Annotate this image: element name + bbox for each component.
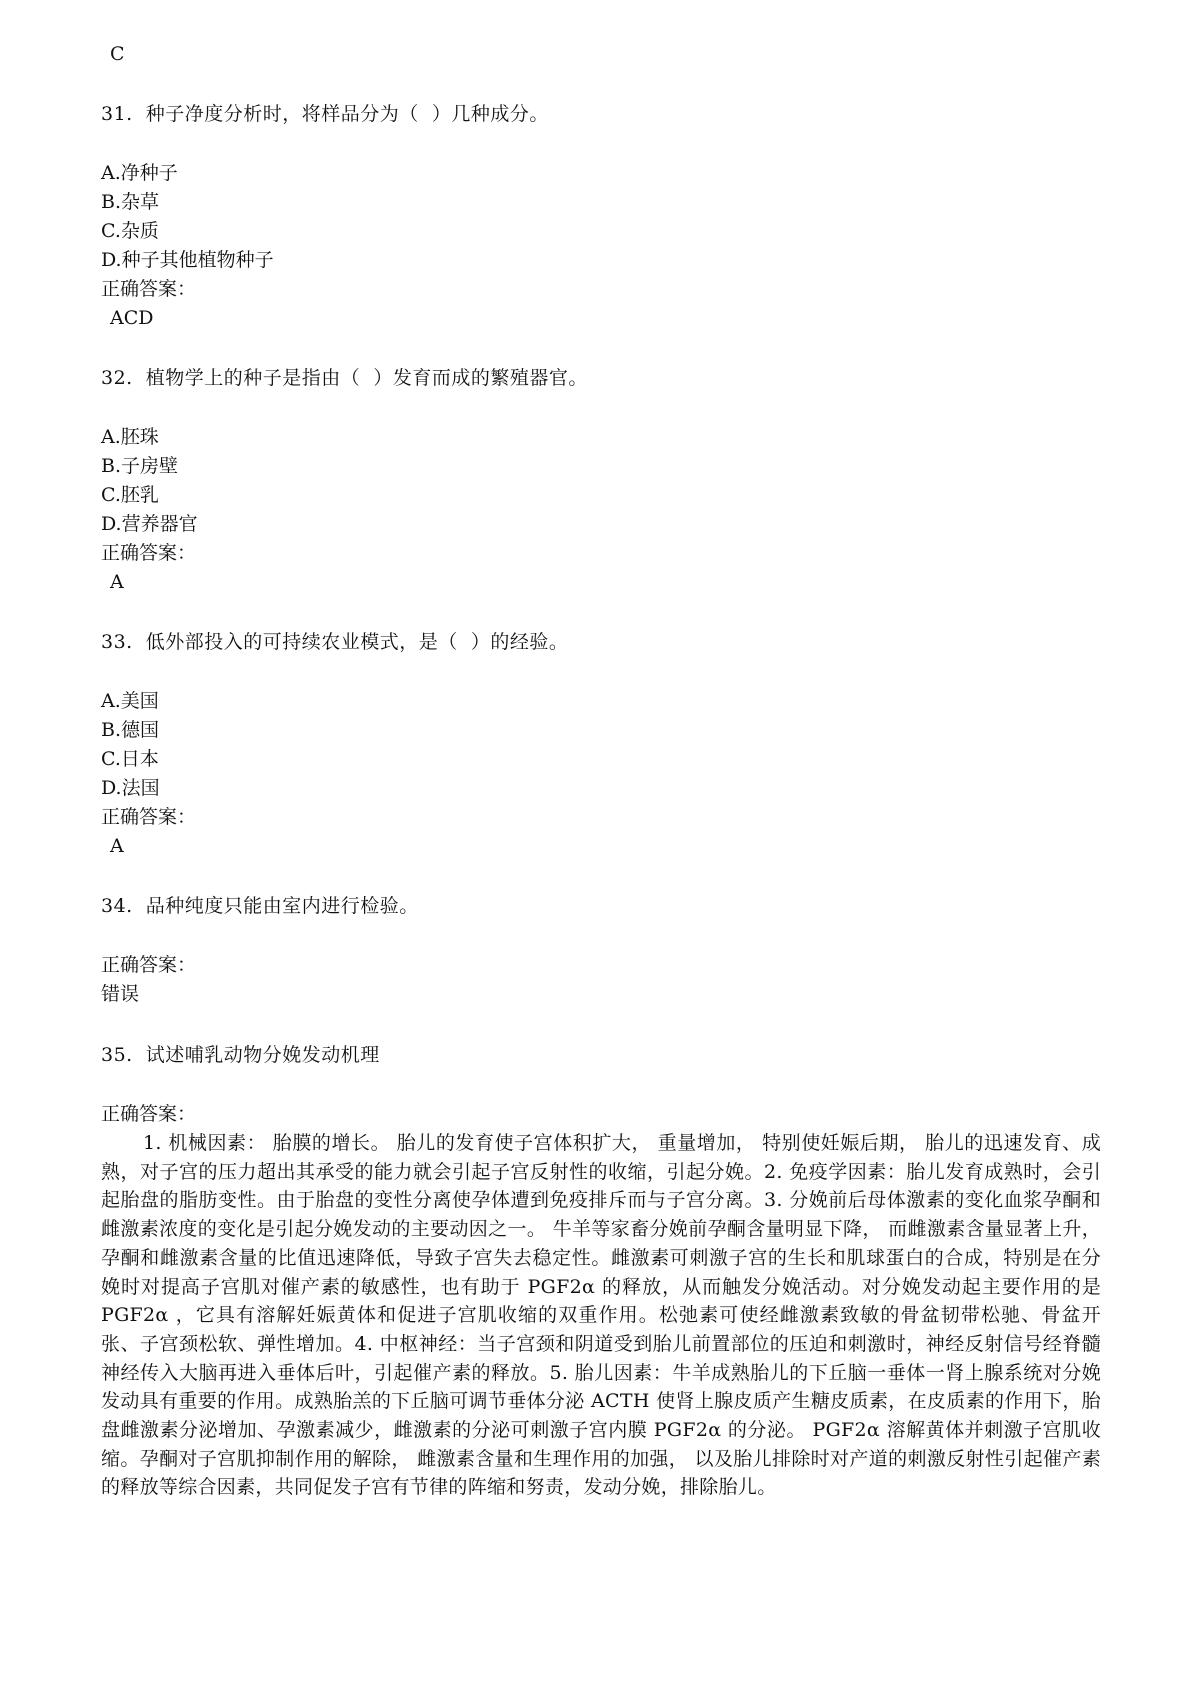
question-33-answer-label: 正确答案： <box>101 806 197 828</box>
question-32-option-b: B.子房壁 <box>101 455 179 477</box>
question-33-option-c: C.日本 <box>101 748 159 770</box>
previous-answer: C <box>110 43 125 65</box>
question-33-answer: A <box>110 835 124 857</box>
question-35-answer: 1. 机械因素： 胎膜的增长。 胎儿的发育使子宫体积扩大， 重量增加， 特别使妊娠后期， 胎儿的迅速发育、成熟，对子宫的压力超出其承受的能力就会引起子宫反射性的收缩，引起分娩。2. 免疫学因素：胎儿发育成熟时，会引起胎盘的脂肪变性。由于胎盘的变性分离使孕体遭到免疫排斥而与子宫分离。3. 分娩前后母体激素的变化血浆孕酮和雌激素浓度的变化是引起分娩发动的主要动因之一。 牛羊等家畜分娩前孕酮含量明显下降， 而雌激素含量显著上升，孕酮和雌激素含量的比值迅速降低，导致子宫失去稳定性。雌激素可刺激子宫的生长和肌球蛋白的合成，特别是在分娩时对提高子宫肌对催产素的敏感性，也有助于 PGF2α 的释放，从而触发分娩活动。对分娩发动起主要作用的是 PGF2α ，它具有溶解妊娠黄体和促进子宫肌收缩的双重作用。松弛素可使经雌激素致敏的骨盆韧带松驰、骨盆开张、子宫颈松软、弹性增加。4. 中枢神经：当子宫颈和阴道受到胎儿前置部位的压迫和刺激时，神经反射信号经脊髓神经传入大脑再进入垂体后叶，引起催产素的释放。5. 胎儿因素：牛羊成熟胎儿的下丘脑一垂体一肾上腺系统对分娩发动具有重要的作用。成熟胎羔的下丘脑可调节垂体分泌 ACTH 使肾上腺皮质产生糖皮质素，在皮质素的作用下，胎盘雌激素分泌增加、孕激素减少，雌激素的分泌可刺激子宫内膜 PGF2α 的分泌。 PGF2α 溶解黄体并刺激子宫肌收缩。孕酮对子宫肌抑制作用的解除， 雌激素含量和生理作用的加强， 以及胎儿排除时对产道的刺激反射性引起催产素的释放等综合因素，共同促发子宫有节律的阵缩和努责，发动分娩，排除胎儿。 <box>101 1132 1101 1499</box>
question-34-answer: 错误 <box>101 983 140 1005</box>
question-31-option-d: D.种子其他植物种子 <box>101 249 274 271</box>
question-33-stem: 33. 低外部投入的可持续农业模式，是（ ）的经验。 <box>101 631 569 653</box>
question-32-stem: 32. 植物学上的种子是指由（ ）发育而成的繁殖器官。 <box>101 367 588 389</box>
question-31-option-a: A.净种子 <box>101 162 178 184</box>
question-35-answer-label: 正确答案： <box>101 1103 197 1125</box>
question-33-option-b: B.德国 <box>101 719 160 741</box>
question-33-option-a: A.美国 <box>101 690 159 712</box>
question-34-answer-label: 正确答案： <box>101 954 197 976</box>
question-32-option-d: D.营养器官 <box>101 513 198 535</box>
question-32-answer-label: 正确答案： <box>101 542 197 564</box>
question-33-option-d: D.法国 <box>101 777 160 799</box>
question-31-option-c: C.杂质 <box>101 220 159 242</box>
question-32-answer: A <box>110 571 124 593</box>
question-32-option-c: C.胚乳 <box>101 484 159 506</box>
question-35-stem: 35. 试述哺乳动物分娩发动机理 <box>101 1044 380 1066</box>
question-31-answer: ACD <box>110 307 154 329</box>
question-32-option-a: A.胚珠 <box>101 426 159 448</box>
question-31-answer-label: 正确答案： <box>101 278 197 300</box>
question-31-option-b: B.杂草 <box>101 191 160 213</box>
question-31-stem: 31. 种子净度分析时，将样品分为（ ）几种成分。 <box>101 103 549 125</box>
question-34-stem: 34. 品种纯度只能由室内进行检验。 <box>101 895 419 917</box>
